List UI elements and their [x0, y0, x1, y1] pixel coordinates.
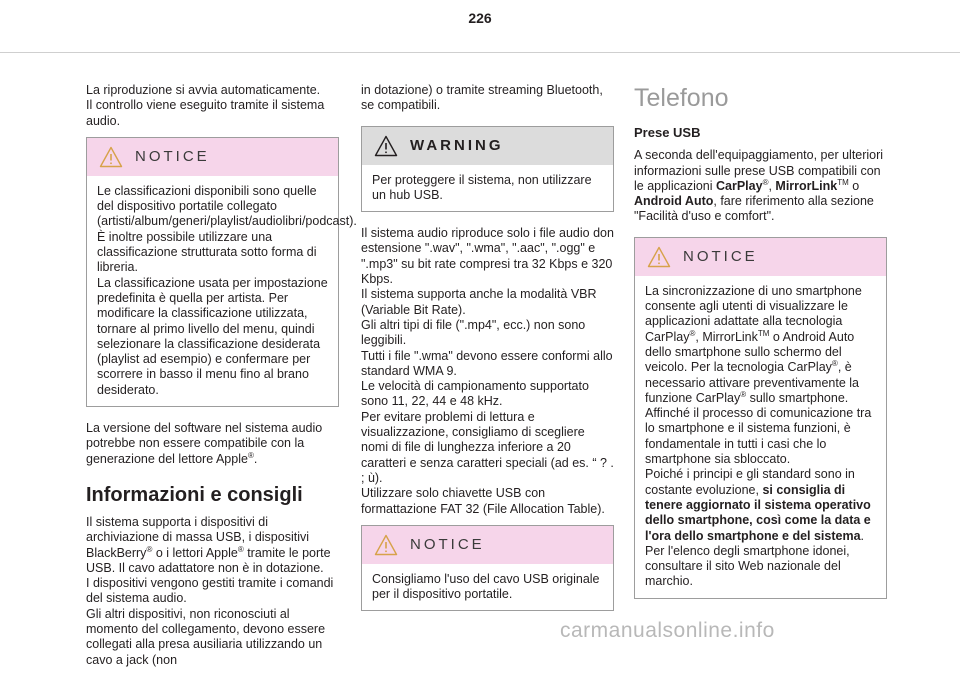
notice-text: Le classificazioni disponibili sono quelle del dispositivo portatile collegato (artisti/album/generi/playlist/audiolibri/podcast). È inoltre possibile utilizzare una classificazione strutturata sotto forma di libreria. La classificazione usata per impostazione predefinita è quella per artista. Per modificare la classificazione utilizzata, tornare al primo livello del menu, quindi selezionare la classificazione desiderata (playlist ad esempio) e confermare per scorrere in basso il menu fino al brano desiderato.: [97, 183, 357, 397]
notice-text-2: Consigliamo l'uso del cavo USB originale per il dispositivo portatile.: [372, 571, 600, 602]
column-3: [634, 83, 887, 613]
warning-title: WARNING: [410, 136, 504, 154]
software-version-paragraph: La versione del software nel sistema audio potrebbe non essere compatibile con la generazione del lettore Apple®.: [86, 421, 323, 466]
warning-triangle-icon: [374, 135, 398, 157]
audio-format-paragraph: Il sistema audio riproduce solo i file audio don estensione ".wav", ".wma", ".aac", ".ogg" e ".mp3" su bit rate compresi tra 32 Kbps e 320 Kbps. Il sistema supporta anche la modalità VBR (Variable Bit Rate). Gli altri tipi di file (".mp4", ecc.) non sono leggibili. Tutti i file ".wma" devono essere conformi allo standard WMA 9. Le velocità di campionamento supportato sono 11, 22, 44 e 48 kHz. Per evitare problemi di lettura e visualizzazione, consigliamo di scegliere nomi di file di lunghezza inferiore a 20 caratteri e senza caratteri speciali (ad es. “ ? . ; ù). Utilizzare solo chiavette USB con formattazione FAT 32 (File Allocation Table).: [361, 226, 614, 516]
notice-header-2: [362, 526, 613, 564]
notice-header: [87, 138, 338, 176]
column-2: [361, 83, 614, 625]
notice-warning-triangle-icon: [99, 146, 123, 168]
notice-box-3: [634, 237, 887, 599]
warning-box: [361, 126, 614, 213]
chapter-title: Telefono: [634, 84, 729, 112]
notice-header-3: [635, 238, 886, 276]
notice-title-3: NOTICE: [683, 248, 758, 266]
notice-title-2: NOTICE: [410, 536, 485, 554]
usb-intro-paragraph: A seconda dell'equipaggiamento, per ulteriori informazioni sulle prese USB compatibili con le applicazioni CarPlay®, MirrorLink™ o Android Auto, fare riferimento alla sezione "Facilità d'uso e comfort".: [634, 148, 884, 224]
section-heading: Informazioni e consigli: [86, 483, 303, 506]
warning-text: Per proteggere il sistema, non utilizzare un hub USB.: [372, 172, 592, 202]
column-1: [86, 83, 357, 676]
notice-warning-triangle-icon: [374, 534, 398, 556]
notice-box: [86, 137, 357, 407]
notice-warning-triangle-icon: [647, 246, 671, 268]
watermark: carmanualsonline.info: [560, 619, 775, 642]
intro-paragraph: La riproduzione si avvia automaticamente. Il controllo viene eseguito tramite il sistema audio.: [86, 83, 325, 128]
notice-title: NOTICE: [135, 148, 210, 166]
warning-header: [362, 127, 613, 165]
continued-paragraph: in dotazione) o tramite streaming Bluetooth, se compatibili.: [361, 83, 603, 113]
page-number: 226: [468, 10, 492, 26]
section-paragraph-2: I dispositivi vengono gestiti tramite i comandi del sistema audio. Gli altri dispositivi, non riconosciuti al momento del collegamento, devono essere collegati alla presa ausiliaria utilizzando un cavo a jack (non: [86, 576, 334, 667]
notice-box-2: [361, 525, 614, 612]
section-paragraph-1: Il sistema supporta i dispositivi di archiviazione di massa USB, i dispositivi BlackBerry® o i lettori Apple® tramite le porte USB. Il cavo adattatore non è in dotazione.: [86, 514, 331, 575]
notice-text-3: La sincronizzazione di uno smartphone consente agli utenti di visualizzare le applicazioni adattate alla tecnologia CarPlay®, MirrorLink™ o Android Auto dello smartphone sullo schermo del veicolo. Per la tecnologia CarPlay®, è necessario attivare preventivamente la funzione CarPlay® sullo smartphone. Affinché il processo di comunicazione tra lo smartphone e il sistema funzioni, è fondamentale in tutti i casi che lo smartphone sia sbloccato. Poiché i principi e gli standard sono in costante evoluzione, si consiglia di tenere aggiornato il sistema operativo dello smartphone, così come la data e l'ora dello smartphone e del sistema. Per l'elenco degli smartphone idonei, consultare il sito Web nazionale del marchio.: [645, 283, 872, 589]
top-divider: [0, 52, 960, 53]
subsection-title: Prese USB: [634, 125, 701, 140]
